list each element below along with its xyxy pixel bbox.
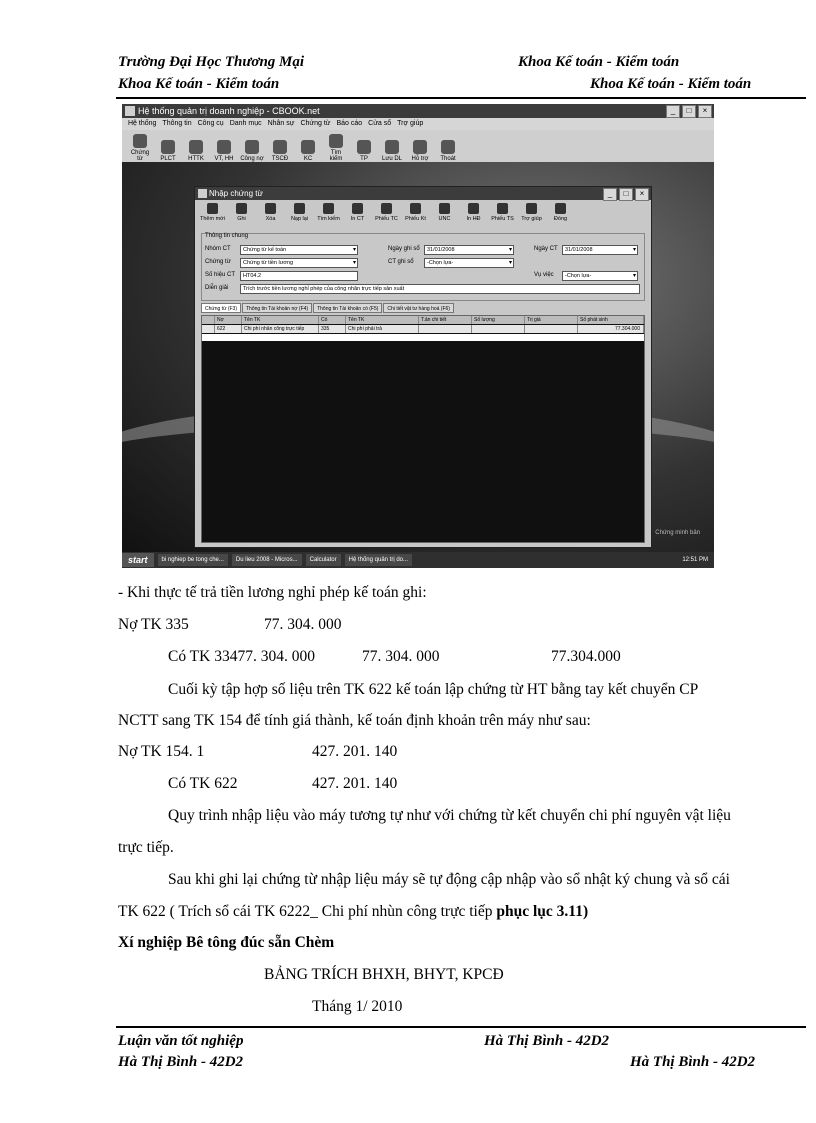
label-chung-tu: Chứng từ [205, 259, 231, 265]
watermark-text: Chứng minh bản [655, 530, 700, 536]
minimize-icon[interactable]: _ [603, 188, 617, 201]
paragraph: Sau khi ghi lại chứng từ nhập liệu máy sẽ tự động cập nhập vào sổ nhật ký chung và sổ cái [168, 871, 730, 888]
footer-thesis: Luận văn tốt nghiệp [118, 1033, 244, 1049]
unc-button[interactable]: UNC [431, 201, 458, 229]
close-icon [555, 203, 566, 214]
entry-debit-amount: 427. 201. 140 [312, 743, 398, 760]
toolbar-button[interactable]: VT, HH [212, 140, 236, 162]
header-faculty-right: Khoa Kế toán - Kiểm toán [518, 54, 680, 70]
header-school: Trường Đại Học Thương Mại [118, 54, 305, 70]
paragraph: NCTT sang TK 154 để tính giá thành, kế toán định khoản trên máy như sau: [118, 712, 591, 729]
app-menubar [122, 118, 714, 130]
vu-viec-select[interactable]: -Chọn lựa- ▾ [562, 271, 638, 281]
column-header: Nợ [215, 316, 242, 324]
add-new-button[interactable]: Thêm mới [199, 201, 226, 229]
cell-chi-tiet [419, 325, 472, 333]
dialog-titlebar [195, 187, 651, 200]
dialog-title: Nhập chứng từ [209, 189, 263, 198]
taskbar-item[interactable]: Calculator [306, 554, 341, 566]
delete-icon [265, 203, 276, 214]
group-title: Thông tin chung [205, 233, 249, 239]
toolbar-button[interactable]: KC [296, 140, 320, 162]
app-title: Hệ thống quản trị doanh nghiệp - CBOOK.net [138, 106, 320, 116]
entry-credit-label: Có TK 622 [168, 775, 238, 792]
paragraph: - Khi thực tế trả tiền lương nghỉ phép kế toán ghi: [118, 584, 427, 601]
help-icon [413, 140, 427, 154]
toolbar-button[interactable]: Chứng từ [128, 134, 152, 162]
menu-item[interactable]: Cửa sổ [368, 120, 392, 127]
asset-icon [273, 140, 287, 154]
chung-tu-select[interactable]: Chứng từ tiền lương ▾ [240, 258, 358, 268]
app-titlebar [122, 104, 714, 118]
bank-icon [439, 203, 450, 214]
start-button[interactable]: start [122, 553, 154, 567]
print-icon [352, 203, 363, 214]
list-icon [161, 140, 175, 154]
exit-icon [441, 140, 455, 154]
windows-taskbar [122, 552, 714, 568]
footer-author-right: Hà Thị Bình - 42D2 [484, 1033, 610, 1049]
appendix-reference: phục lục 3.11) [496, 903, 589, 920]
ct-ghi-so-select[interactable]: -Chọn lựa- ▾ [424, 258, 514, 268]
help-button[interactable]: Trợ giúp [518, 201, 545, 229]
column-header: Tên TK [346, 316, 419, 324]
product-icon [357, 140, 371, 154]
column-header: Tên TK [242, 316, 319, 324]
column-header: T.ản chi tiết [419, 316, 472, 324]
reload-button[interactable]: Nạp lại [286, 201, 313, 229]
toolbar-button[interactable]: TP [352, 140, 376, 162]
footer-author-right-2: Hà Thị Bình - 42D2 [630, 1054, 756, 1070]
maximize-icon[interactable]: □ [682, 105, 696, 118]
label-dien-giai: Diễn giải [205, 285, 229, 291]
dialog-icon [198, 189, 207, 198]
transfer-icon [301, 140, 315, 154]
footer-rule [116, 1026, 806, 1028]
ledger-icon [189, 140, 203, 154]
software-screenshot [122, 104, 714, 568]
search-icon [323, 203, 334, 214]
cash-icon [381, 203, 392, 214]
toolbar-button[interactable]: Hỗ trợ [408, 140, 432, 162]
search-button[interactable]: Tìm kiếm [315, 201, 342, 229]
paragraph [118, 903, 588, 921]
menu-item[interactable]: Danh mục [229, 120, 262, 127]
goods-icon [217, 140, 231, 154]
table-title: BẢNG TRÍCH BHXH, BHYT, KPCĐ [264, 966, 504, 983]
voucher-entry-dialog [194, 186, 652, 548]
taskbar-clock: 12:51 PM [682, 557, 708, 563]
label-ngay-ghi-so: Ngày ghi sổ [388, 246, 420, 252]
cell-tri-gia [525, 325, 578, 333]
header-rule [116, 97, 806, 99]
ngay-ghi-so-select[interactable]: 31/01/2008 ▾ [424, 245, 514, 255]
grid-header [202, 316, 644, 324]
paragraph: trực tiếp. [118, 839, 174, 856]
label-ngay-ct: Ngày CT [534, 246, 558, 252]
new-icon [207, 203, 218, 214]
entry-debit-amount: 77. 304. 000 [264, 616, 342, 633]
dialog-toolbar [195, 201, 651, 229]
taskbar-item[interactable]: bi nghiep be tong che... [158, 554, 228, 566]
entry-credit-amount: 427. 201. 140 [312, 775, 398, 792]
taskbar-item[interactable]: Hệ thống quản trị do... [345, 554, 412, 566]
debt-icon [245, 140, 259, 154]
delete-button[interactable]: Xóa [257, 201, 284, 229]
cell-no: 622 [215, 325, 242, 333]
maximize-icon[interactable]: □ [619, 188, 633, 201]
menu-item[interactable]: Công cụ [197, 120, 224, 127]
ngay-ct-select[interactable]: 31/01/2008 ▾ [562, 245, 638, 255]
close-button[interactable]: Đóng [547, 201, 574, 229]
column-header: Số phát sinh [578, 316, 644, 324]
menu-item[interactable]: Chứng từ [300, 120, 331, 127]
so-hieu-input[interactable]: HT04.2 [240, 271, 358, 281]
minimize-icon[interactable]: _ [666, 105, 680, 118]
entry-grid [201, 315, 645, 543]
save-icon [385, 140, 399, 154]
invoice-icon [468, 203, 479, 214]
toolbar-button[interactable]: TSCĐ [268, 140, 292, 162]
cell-ten-tk-co: Chi phí phải trả [346, 325, 419, 333]
nhom-ct-select[interactable]: Chứng từ kế toán ▾ [240, 245, 358, 255]
entry-debit-label: Nợ TK 335 [118, 616, 189, 633]
app-icon [125, 106, 135, 116]
toolbar-button[interactable]: Lưu DL [380, 140, 404, 162]
label-nhom-ct: Nhóm CT [205, 246, 231, 252]
column-header: Trị giá [525, 316, 578, 324]
document-icon [133, 134, 147, 148]
dien-giai-input[interactable]: Trích trước tiền lương nghỉ phép của công nhân trực tiếp sản xuất [240, 284, 640, 294]
entry-debit-label: Nợ TK 154. 1 [118, 743, 205, 760]
menu-item[interactable]: Báo cáo [336, 120, 363, 127]
help-icon [526, 203, 537, 214]
label-ct-ghi-so: CT ghi sổ [388, 259, 414, 265]
asset-voucher-button[interactable]: Phiếu TS [489, 201, 516, 229]
table-month: Tháng 1/ 2010 [312, 998, 403, 1015]
entry-credit-amount: 77. 304. 000 [362, 648, 440, 665]
voucher-icon [410, 203, 421, 214]
header-faculty-left: Khoa Kế toán - Kiểm toán [118, 76, 280, 92]
save-icon [236, 203, 247, 214]
tab-chung-tu[interactable]: Chứng từ (F3) [201, 303, 241, 313]
save-button[interactable]: Ghi [228, 201, 255, 229]
menu-item[interactable]: Thông tin [162, 120, 192, 127]
entry-credit-amount-2: 77.304.000 [551, 648, 621, 665]
new-row[interactable] [202, 334, 644, 341]
menu-item[interactable]: Hệ thống [128, 120, 157, 127]
menu-item[interactable]: Trợ giúp [397, 120, 424, 127]
toolbar-button[interactable]: Công nợ [240, 140, 264, 162]
app-toolbar [122, 130, 714, 162]
column-header: Có [319, 316, 346, 324]
entry-credit-label: Có TK 33477. 304. 000 [168, 648, 315, 665]
asset-icon [497, 203, 508, 214]
menu-item[interactable]: Nhân sự [267, 120, 295, 127]
search-icon [329, 134, 343, 148]
table-row[interactable] [202, 325, 644, 333]
cell-so-luong [472, 325, 525, 333]
paragraph: Quy trình nhập liệu vào máy tương tự như với chứng từ kết chuyển chi phí nguyên vật liệu [168, 807, 731, 824]
toolbar-button[interactable]: Tìm kiếm [324, 134, 348, 162]
cell-co: 335 [319, 325, 346, 333]
paragraph-text: TK 622 ( Trích sổ cái TK 6222_ Chi phí nhùn công trực tiếp [118, 903, 497, 920]
label-so-hieu: Số hiệu CT [205, 272, 236, 278]
close-icon[interactable]: × [698, 105, 712, 118]
tab-tk-no[interactable]: Thông tin Tài khoản nợ (F4) [242, 303, 312, 313]
column-header: Số lượng [472, 316, 525, 324]
taskbar-item[interactable]: Du lieu 2008 - Micros... [232, 554, 302, 566]
dialog-tabs [201, 303, 454, 313]
toolbar-button[interactable]: Thoát [436, 140, 460, 162]
cash-voucher-button[interactable]: Phiếu TC [373, 201, 400, 229]
cell-so-phat-sinh: 77.304.000 [578, 325, 644, 333]
close-icon[interactable]: × [635, 188, 649, 201]
tab-vat-tu[interactable]: Chi tiết vật tư hàng hoá (F6) [383, 303, 454, 313]
general-info-group [201, 233, 645, 301]
print-voucher-button[interactable]: In CT [344, 201, 371, 229]
print-invoice-button[interactable]: In HĐ [460, 201, 487, 229]
reload-icon [294, 203, 305, 214]
footer-author-left: Hà Thị Bình - 42D2 [118, 1054, 244, 1070]
cell-ten-tk-no: Chi phí nhân công trực tiếp [242, 325, 319, 333]
toolbar-button[interactable]: PLCT [156, 140, 180, 162]
accounting-voucher-button[interactable]: Phiếu Kt [402, 201, 429, 229]
header-faculty-right-2: Khoa Kế toán - Kiểm toán [590, 76, 752, 92]
label-vu-viec: Vụ việc [534, 272, 554, 278]
toolbar-button[interactable]: HTTK [184, 140, 208, 162]
tab-tk-co[interactable]: Thông tin Tài khoản có (F5) [313, 303, 382, 313]
company-name: Xí nghiệp Bê tông đúc sẵn Chèm [118, 934, 335, 951]
paragraph: Cuối kỳ tập hợp số liệu trên TK 622 kế toán lập chứng từ HT bằng tay kết chuyển CP [168, 681, 699, 698]
